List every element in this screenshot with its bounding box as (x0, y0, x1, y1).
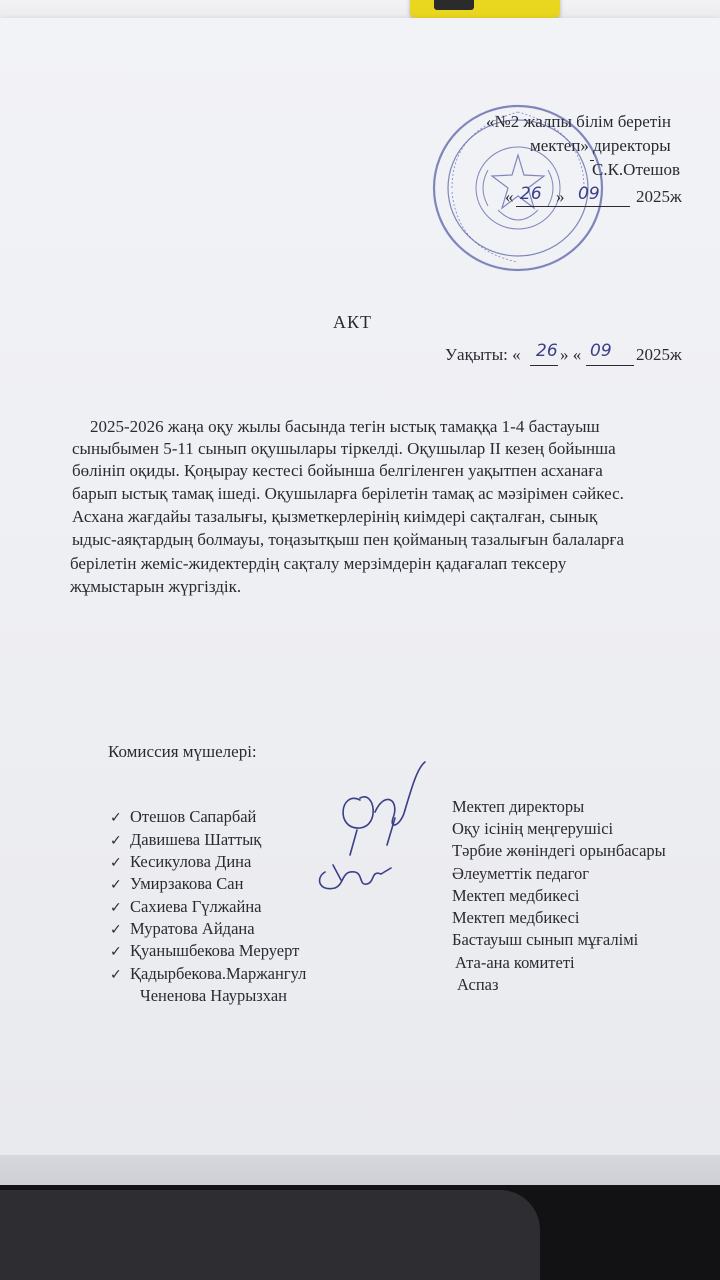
member-role: Бастауыш сынып мұғалімі (452, 930, 639, 949)
date-line-middle: » « (560, 345, 582, 364)
member-role: Тәрбие жөніндегі орынбасары (452, 841, 666, 860)
member-name: Отешов Сапарбай (130, 807, 257, 826)
member-role: Оқу ісінің меңгерушісі (452, 819, 614, 838)
header-date-close-quote: » (556, 187, 565, 206)
body-line: бөлініп оқиды. Қоңырау кестесі бойынша белгіленген уақытпен асханаға (72, 461, 603, 480)
member-name: Кесикулова Дина (130, 852, 252, 871)
check-mark-icon: ✓ (110, 900, 122, 916)
body-line: сыныбымен 5-11 сынып оқушылары тіркелді. Оқушылар ІІ кезең бойынша (72, 439, 616, 458)
date-line-prefix: Уақыты: « (445, 345, 521, 364)
member-role: Аспаз (457, 975, 499, 994)
member-name: Қуанышбекова Меруерт (130, 941, 300, 960)
member-role: Мектеп директоры (452, 797, 585, 816)
header-date-underline (516, 206, 630, 207)
check-mark-icon: ✓ (110, 922, 122, 938)
document-title: АКТ (333, 312, 372, 332)
date-line-month: 09 (590, 341, 612, 361)
body-line: берілетін жеміс-жидектердің сақталу мерзімдерін қадағалап тексеру (70, 554, 567, 573)
date-line-day-underline (530, 365, 558, 366)
member-name: Умирзакова Сан (130, 874, 244, 893)
check-mark-icon: ✓ (110, 877, 122, 893)
header-director-name: С.К.Отешов (592, 160, 681, 179)
member-name: Чененова Наурызхан (140, 986, 287, 1005)
header-date-day: 26 (520, 184, 542, 204)
header-date-month: 09 (578, 184, 600, 204)
check-mark-icon: ✓ (110, 810, 122, 826)
dark-object (0, 1190, 540, 1280)
member-name: Давишева Шаттық (130, 830, 262, 849)
member-name: Муратова Айдана (130, 919, 255, 938)
signature-icon (305, 760, 455, 910)
body-line: жұмыстарын жүргіздік. (70, 577, 242, 596)
body-line: ыдыс-аяқтардың болмауы, тоңазытқыш пен қойманың тазалығын балаларға (72, 530, 625, 549)
header-date-year: 2025ж (636, 187, 682, 206)
header-school-name: «№2 жалпы білім беретін (486, 112, 672, 131)
member-name: Қадырбекова.Маржангул (130, 964, 307, 983)
header-director-title: мектеп» директоры (530, 136, 671, 155)
commission-heading: Комиссия мүшелері: (108, 742, 257, 761)
date-line-month-underline (586, 365, 634, 366)
member-role: Әлеуметтік педагог (452, 864, 590, 883)
date-line-day: 26 (536, 341, 558, 361)
body-line: барып ыстық тамақ ішеді. Оқушыларға берілетін тамақ ас мәзірімен сәйкес. (72, 484, 624, 503)
yellow-object (410, 0, 560, 18)
member-name: Сахиева Гүлжайна (130, 897, 262, 916)
check-mark-icon: ✓ (110, 855, 122, 871)
header-date-open-quote: « (505, 187, 514, 206)
member-role: Мектеп медбикесі (452, 886, 580, 905)
check-mark-icon: ✓ (110, 833, 122, 849)
body-line: 2025-2026 жаңа оқу жылы басында тегін ыстық тамаққа 1-4 бастауыш (90, 417, 600, 436)
date-line-year: 2025ж (636, 345, 682, 364)
body-line: Асхана жағдайы тазалығы, қызметкерлерінің киімдері сақталған, сынық (72, 507, 598, 526)
member-role: Мектеп медбикесі (452, 908, 580, 927)
check-mark-icon: ✓ (110, 967, 122, 983)
check-mark-icon: ✓ (110, 944, 122, 960)
table-surface (0, 1155, 720, 1185)
member-role: Ата-ана комитеті (455, 953, 575, 972)
